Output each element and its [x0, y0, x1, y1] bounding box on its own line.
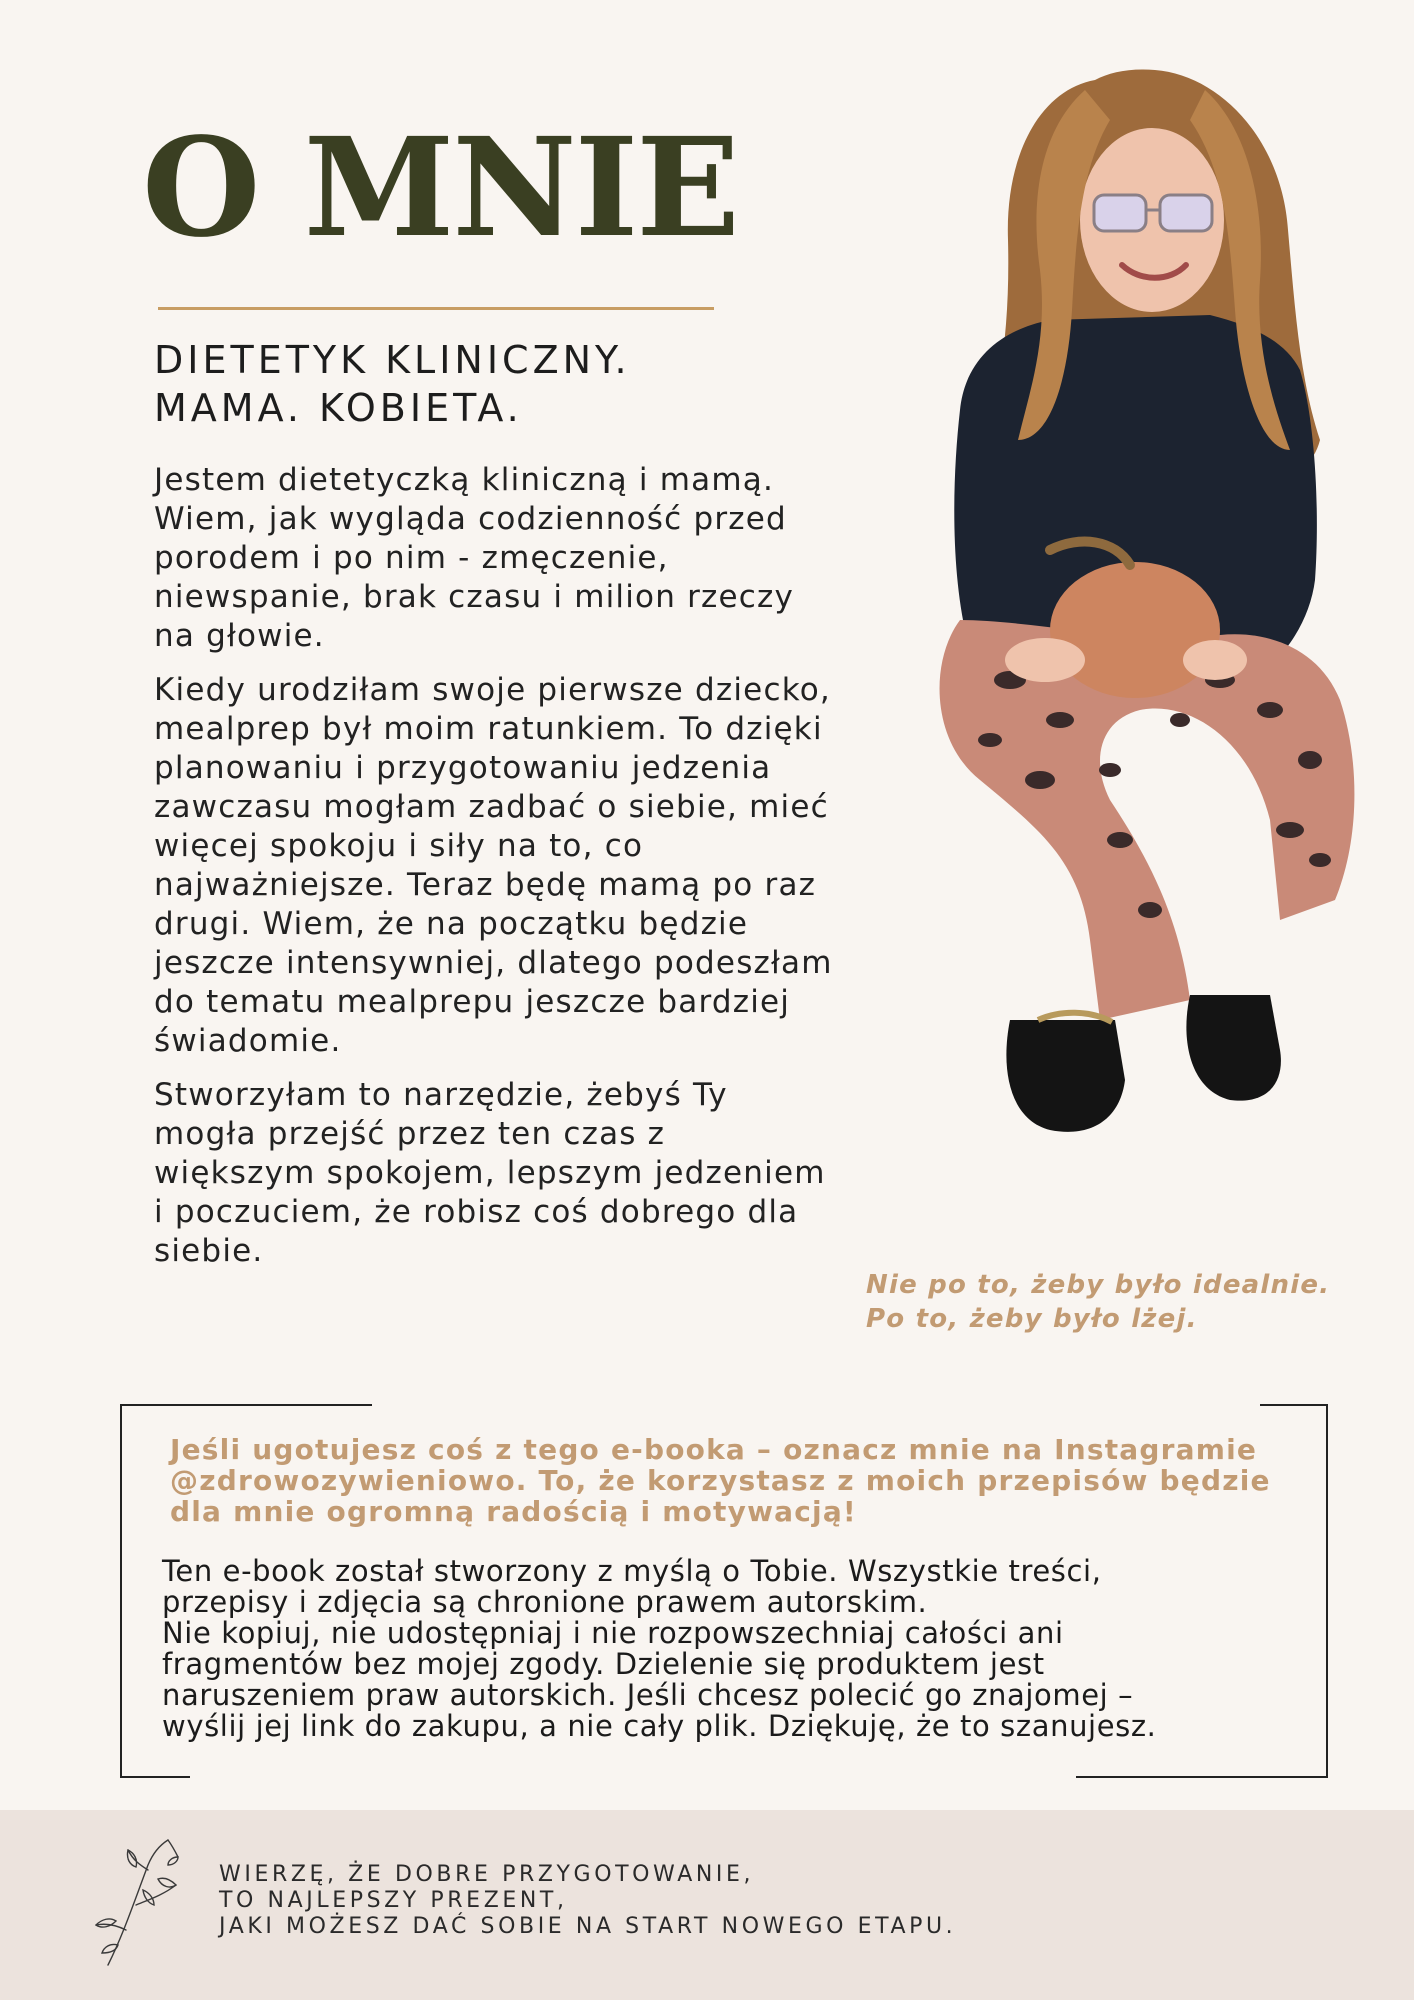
quote: [866, 1268, 1330, 1336]
copyright-line: naruszeniem praw autorskich. Jeśli chcesz polecić go znajomej –: [162, 1678, 1134, 1712]
subtitle-line: DIETETYK KLINICZNY.: [154, 338, 631, 382]
bio-paragraph: Stworzyłam to narzędzie, żebyś Ty mogła przejść przez ten czas z większym spokojem, lepszym jedzeniem i poczuciem, że robisz coś dobrego dla siebie.: [154, 1077, 826, 1269]
footer-motto: [219, 1862, 956, 1940]
bio-paragraph: Jestem dietetyczką kliniczną i mamą. Wiem, jak wygląda codzienność przed porodem i po nim - zmęczenie, niewspanie, brak czasu i milion rzeczy na głowie.: [154, 462, 795, 654]
quote-line: Nie po to, żeby było idealnie.: [866, 1270, 1331, 1300]
title-divider: [158, 307, 714, 310]
copyright-text: [162, 1556, 1332, 1742]
frame-top-left-line: [120, 1404, 372, 1406]
page-title: O MNIE: [142, 108, 738, 268]
motto-line: JAKI MOŻESZ DAĆ SOBIE NA START NOWEGO ETAPU.: [219, 1914, 957, 1939]
leaf-sprig-icon: [88, 1835, 188, 1970]
motto-line: WIERZĘ, ŻE DOBRE PRZYGOTOWANIE,: [219, 1862, 755, 1887]
motto-line: TO NAJLEPSZY PREZENT,: [219, 1888, 568, 1913]
copyright-line: Ten e-book został stworzony z myślą o Tobie. Wszystkie treści,: [162, 1554, 1102, 1588]
author-photo: [890, 60, 1370, 1230]
frame-bottom-left-line: [120, 1776, 190, 1778]
copyright-line: fragmentów bez mojej zgody. Dzielenie się produktem jest: [162, 1647, 1045, 1681]
quote-line: Po to, żeby było lżej.: [866, 1304, 1198, 1334]
bio-text: [154, 461, 834, 1286]
frame-bottom-right-line: [1076, 1776, 1328, 1778]
bio-paragraph: Kiedy urodziłam swoje pierwsze dziecko, mealprep był moim ratunkiem. To dzięki planowaniu i przygotowaniu jedzenia zawczasu mogłam zadbać o siebie, mieć więcej spokoju i siły na to, co najważniejsze. Teraz będę mamą po raz drugi. Wiem, że na początku będzie jeszcze intensywniej, dlatego podeszłam do tematu mealprepu jeszcze bardziej świadomie.: [154, 672, 833, 1059]
copyright-line: przepisy i zdjęcia są chronione prawem autorskim.: [162, 1585, 928, 1619]
frame-top-right-line: [1260, 1404, 1328, 1406]
copyright-line: Nie kopiuj, nie udostępniaj i nie rozpowszechniaj całości ani: [162, 1616, 1064, 1650]
copyright-line: wyślij jej link do zakupu, a nie cały plik. Dziękuję, że to szanujesz.: [162, 1709, 1157, 1743]
page-subtitle: [154, 336, 631, 432]
subtitle-line: MAMA. KOBIETA.: [154, 386, 523, 430]
instagram-notice: Jeśli ugotujesz coś z tego e-booka – oznacz mnie na Instagramie @zdrowozywieniowo. To, że korzystasz z moich przepisów będzie dla mnie ogromną radością i motywacją!: [170, 1433, 1271, 1528]
frame-left-line: [120, 1404, 122, 1778]
